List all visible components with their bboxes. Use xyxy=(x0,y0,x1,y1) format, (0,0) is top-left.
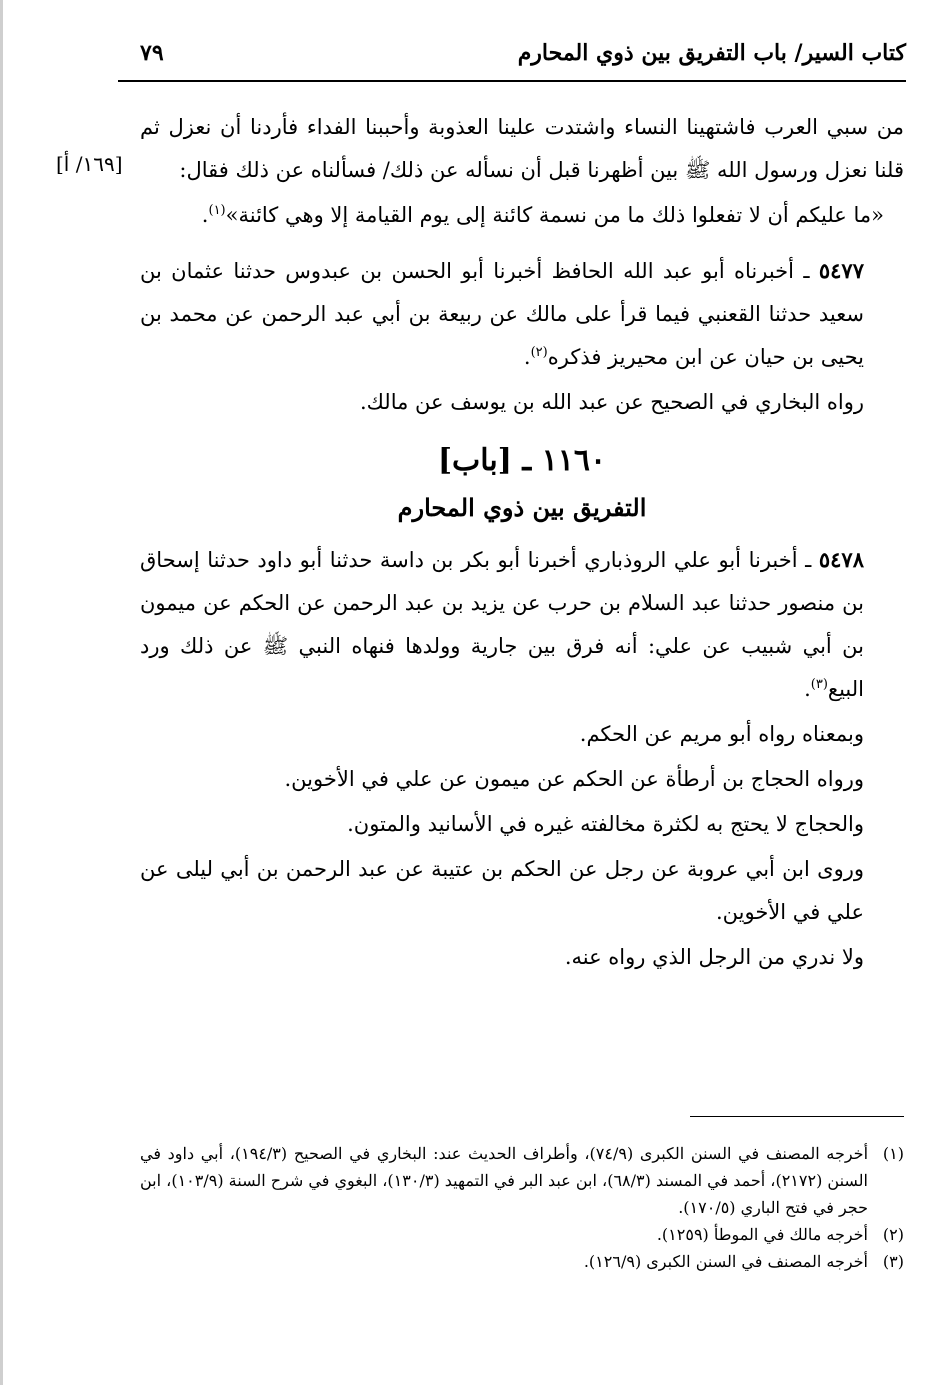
main-text xyxy=(140,106,904,981)
paragraph-9: وروى ابن أبي عروبة عن رجل عن الحكم بن عتيبة عن عبد الرحمن بن أبي ليلى عن علي في الأخوين. xyxy=(140,857,864,924)
footnote-ref-1: (١) xyxy=(208,203,226,218)
paragraph-4: رواه البخاري في الصحيح عن عبد الله بن يوسف عن مالك. xyxy=(359,390,864,414)
quote-end: . xyxy=(201,203,209,227)
running-title: كتاب السير/ باب التفريق بين ذوي المحارم xyxy=(517,40,906,66)
paragraph-10: ولا ندري من الرجل الذي رواه عنه. xyxy=(564,945,864,969)
quote-text: «ما عليكم أن لا تفعلوا ذلك ما من نسمة كائنة إلى يوم القيامة إلا وهي كائنة» xyxy=(225,203,884,227)
hadith-5478 xyxy=(140,538,904,711)
page-header xyxy=(118,38,906,78)
hadith-end: . xyxy=(804,677,811,701)
footnote-ref-2: (٢) xyxy=(530,345,548,360)
hadith-end: . xyxy=(523,345,531,369)
hadith-text: ـ أخبرنا أبو علي الروذباري أخبرنا أبو بكر بن داسة حدثنا أبو داود حدثنا إسحاق بن منصور حدثنا عبد السلام بن حرب عن يزيد بن عبد الرحمن عن الحكم عن ميمون بن أبي شبيب عن علي: أنه فرق بين جارية وولدها فنهاه النبي ﷺ عن ذلك ورد البيع xyxy=(140,548,864,701)
footnote-ref-3: (٣) xyxy=(810,677,828,692)
paragraph-6: وبمعناه رواه أبو مريم عن الحكم. xyxy=(579,722,864,746)
footnote-text: أخرجه المصنف في السنن الكبرى (١٢٦/٩). xyxy=(583,1252,868,1271)
chapter-heading: ١١٦٠ ـ [باب] xyxy=(437,443,607,478)
chapter-title: التفريق بين ذوي المحارم xyxy=(397,493,647,522)
footnote-2 xyxy=(140,1221,904,1248)
hadith-number: ٥٤٧٧ xyxy=(818,258,864,283)
footnotes xyxy=(140,1140,904,1275)
hadith-number: ٥٤٧٨ xyxy=(818,547,864,572)
paragraph-7: ورواه الحجاج بن أرطأة عن الحكم عن ميمون عن علي في الأخوين. xyxy=(284,767,864,791)
header-rule xyxy=(118,80,906,82)
page-number: ٧٩ xyxy=(140,40,164,66)
scan-edge xyxy=(0,0,3,1385)
footnote-rule xyxy=(690,1116,904,1117)
paragraph-1: من سبي العرب فاشتهينا النساء واشتدت علينا العذوبة وأحببنا الفداء فأردنا أن نعزل ثم قلنا نعزل ورسول الله ﷺ بين أظهرنا قبل أن نسأله عن ذلك/ فسألناه عن ذلك فقال: xyxy=(140,115,904,182)
footnote-mark: (٣) xyxy=(882,1252,904,1271)
footnote-mark: (٢) xyxy=(882,1225,904,1244)
paragraph-8: والحجاج لا يحتج به لكثرة مخالفته غيره في الأسانيد والمتون. xyxy=(347,812,864,836)
hadith-text: ـ أخبرناه أبو عبد الله الحافظ أخبرنا أبو الحسن بن عبدوس حدثنا عثمان بن سعيد حدثنا القعنبي فيما قرأ على مالك عن ربيعة بن أبي عبد الرحمن عن محمد بن يحيى بن حيان عن ابن محيريز فذكره xyxy=(140,259,864,369)
hadith-quote xyxy=(140,194,904,237)
footnote-mark: (١) xyxy=(882,1144,904,1163)
hadith-5477 xyxy=(140,249,904,379)
footnote-1 xyxy=(140,1140,904,1221)
footnote-text: أخرجه المصنف في السنن الكبرى (٧٤/٩)، وأطراف الحديث عند: البخاري في الصحيح (١٩٤/٣)، أبي داود في السنن (٢١٧٢)، أحمد في المسند (٦٨/٣)، ابن عبد البر في التمهيد (١٣٠/٣)، البغوي في شرح السنة (١٠٣/٩)، ابن حجر في فتح الباري (١٧٠/٥). xyxy=(140,1144,869,1217)
footnote-text: أخرجه مالك في الموطأ (١٢٥٩). xyxy=(656,1225,868,1244)
manuscript-folio-reference: [١٦٩/ أ] xyxy=(56,152,123,176)
footnote-3 xyxy=(140,1248,904,1275)
